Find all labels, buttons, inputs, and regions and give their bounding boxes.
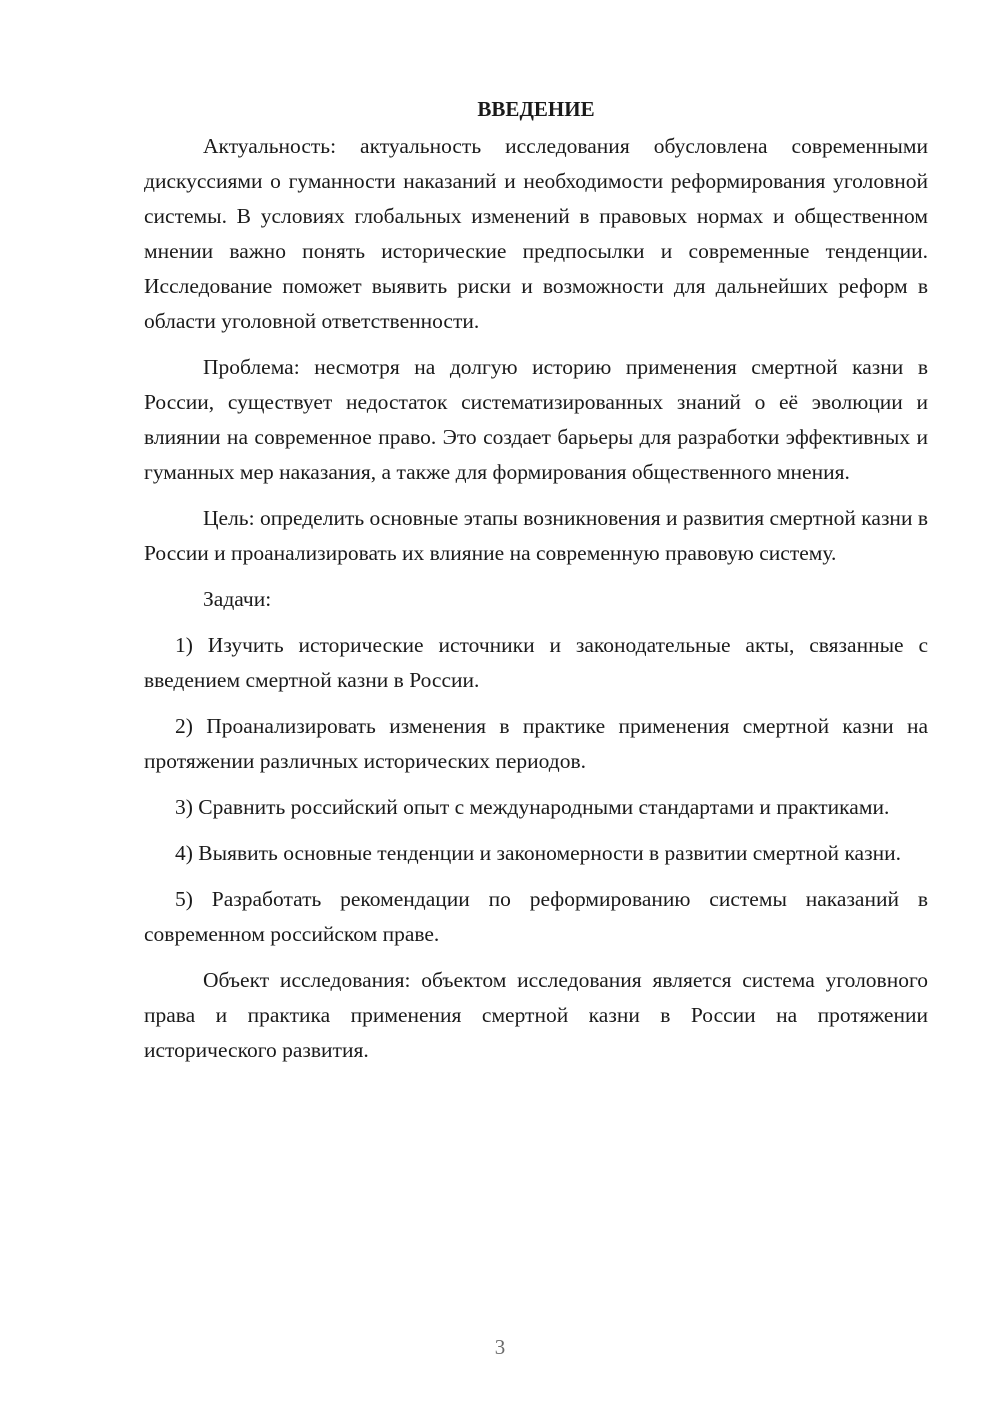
tasks-heading: Задачи: <box>203 587 272 611</box>
paragraph-goal: Цель: определить основные этапы возникновения и развития смертной казни в России и проанализировать их влияние на современную правовую систему. <box>144 506 928 565</box>
task-item-5: 5) Разработать рекомендации по реформированию системы наказаний в современном российском праве. <box>144 887 928 946</box>
task-item-3: 3) Сравнить российский опыт с международными стандартами и практиками. <box>175 795 890 819</box>
paragraph-relevance: Актуальность: актуальность исследования обусловлена современными дискуссиями о гуманности наказаний и необходимости реформирования уголовной системы. В условиях глобальных изменений в правовых нормах и общественном мнении важно понять исторические предпосылки и современные тенденции. Исследование поможет выявить риски и возможности для дальнейших реформ в области уголовной ответственности. <box>144 134 928 333</box>
document-page <box>144 92 928 1068</box>
task-item-2: 2) Проанализировать изменения в практике применения смертной казни на протяжении различных исторических периодов. <box>144 714 928 773</box>
task-item-4: 4) Выявить основные тенденции и закономерности в развитии смертной казни. <box>175 841 901 865</box>
task-item-1: 1) Изучить исторические источники и законодательные акты, связанные с введением смертной казни в России. <box>144 633 928 692</box>
paragraph-object: Объект исследования: объектом исследования является система уголовного права и практика применения смертной казни в России на протяжении исторического развития. <box>144 968 928 1062</box>
section-title: ВВЕДЕНИЕ <box>477 97 595 121</box>
paragraph-problem: Проблема: несмотря на долгую историю применения смертной казни в России, существует недостаток систематизированных знаний о её эволюции и влиянии на современное право. Это создает барьеры для разработки эффективных и гуманных мер наказания, а также для формирования общественного мнения. <box>144 355 928 484</box>
page-number: 3 <box>494 1335 506 1359</box>
